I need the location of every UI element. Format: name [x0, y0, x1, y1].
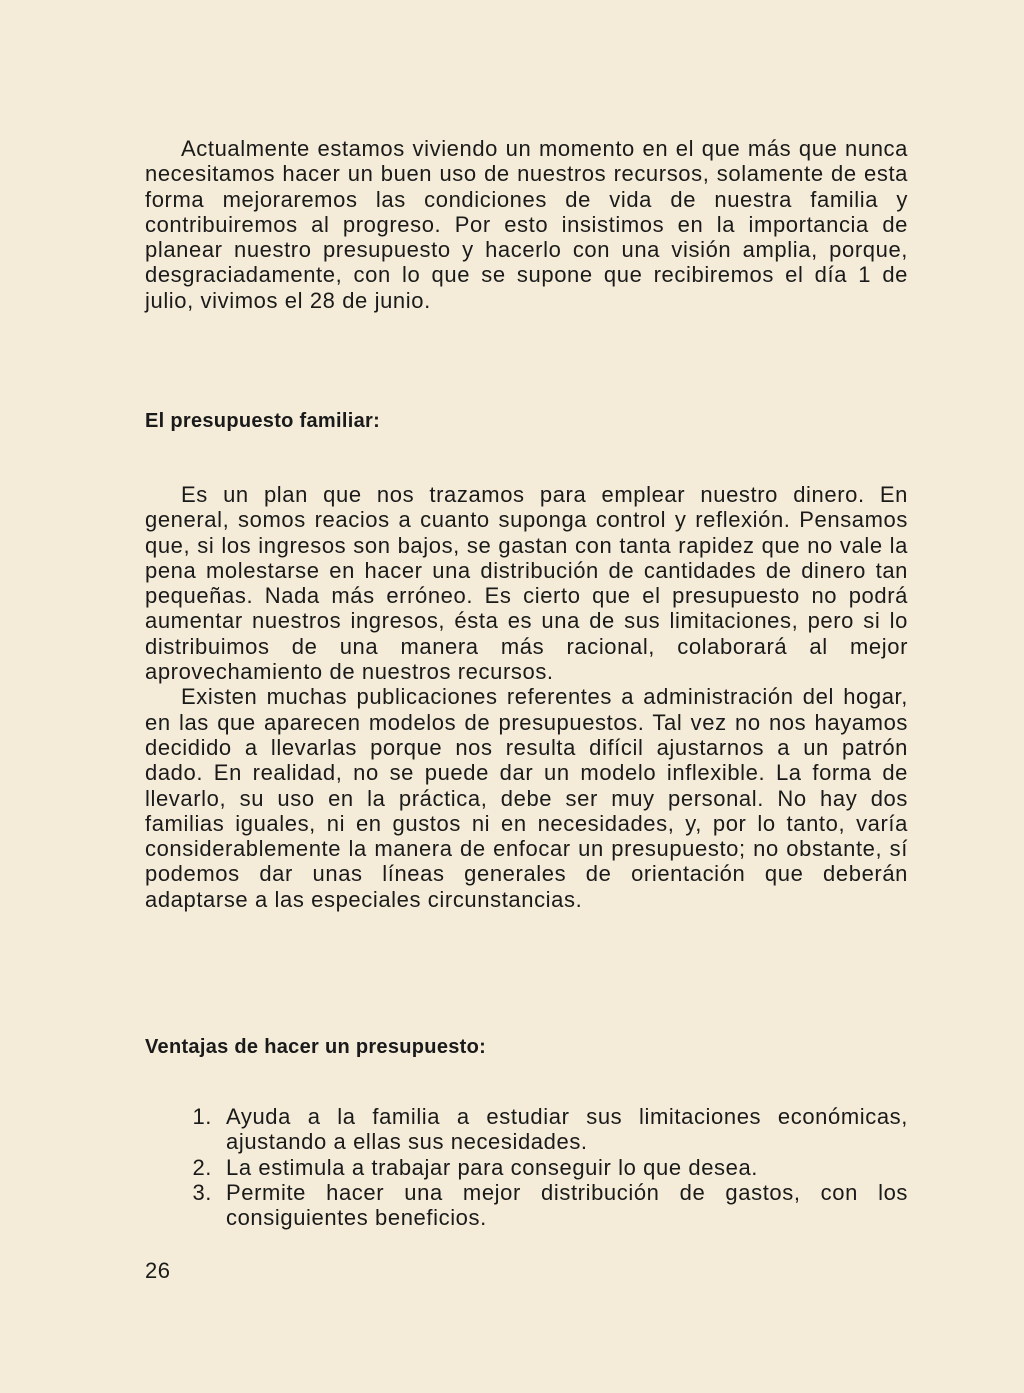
intro-paragraph: Actualmente estamos viviendo un momento en el que más que nunca necesitamos hacer un buen uso de nuestros recursos, solamente de esta forma mejoraremos las condiciones de vida de nuestra familia y contribuiremos al progreso. Por esto insistimos en la importancia de planear nuestro presupuesto y hacerlo con una visión amplia, porque, desgraciadamente, con lo que se supone que recibiremos el día 1 de julio, vivimos el 28 de junio.	[145, 136, 908, 313]
page-number: 26	[145, 1258, 171, 1283]
section-heading-ventajas: Ventajas de hacer un presupuesto:	[145, 1036, 487, 1058]
intro-section	[145, 136, 908, 313]
section-heading-presupuesto: El presupuesto familiar:	[145, 410, 381, 432]
list-item-number: 3.	[192, 1179, 212, 1205]
presupuesto-paragraph-2: Existen muchas publicaciones referentes a administración del hogar, en las que aparecen modelos de presupuestos. Tal vez no nos hayamos decidido a llevarlas porque nos resulta difícil ajustarnos a un patrón dado. En realidad, no se puede dar un modelo inflexible. La forma de llevarlo, su uso en la práctica, debe ser muy personal. No hay dos familias iguales, ni en gustos ni en necesidades, y, por lo tanto, varía considerablemente la manera de enfocar un presupuesto; no obstante, sí podemos dar unas líneas generales de orientación que deberán adaptarse a las especiales circunstancias.	[145, 684, 908, 912]
list-item	[145, 1104, 908, 1155]
list-item	[145, 1180, 908, 1231]
list-item-text: Ayuda a la familia a estudiar sus limitaciones económicas, ajustando a ellas sus necesidades.	[226, 1104, 908, 1155]
ventajas-list	[145, 1104, 908, 1230]
presupuesto-section-body	[145, 482, 908, 912]
list-item-text: La estimula a trabajar para conseguir lo que desea.	[226, 1154, 759, 1180]
list-item-text: Permite hacer una mejor distribución de gastos, con los consiguientes beneficios.	[226, 1179, 908, 1231]
list-item-number: 1.	[192, 1104, 212, 1129]
list-item-number: 2.	[192, 1154, 212, 1180]
list-item	[145, 1155, 908, 1180]
presupuesto-paragraph-1: Es un plan que nos trazamos para emplear nuestro dinero. En general, somos reacios a cuanto suponga control y reflexión. Pensamos que, si los ingresos son bajos, se gastan con tanta rapidez que no vale la pena molestarse en hacer una distribución de cantidades de dinero tan pequeñas. Nada más erróneo. Es cierto que el presupuesto no podrá aumentar nuestros ingresos, ésta es una de sus limitaciones, pero si lo distribuimos de una manera más racional, colaborará al mejor aprovechamiento de nuestros recursos.	[145, 482, 908, 685]
